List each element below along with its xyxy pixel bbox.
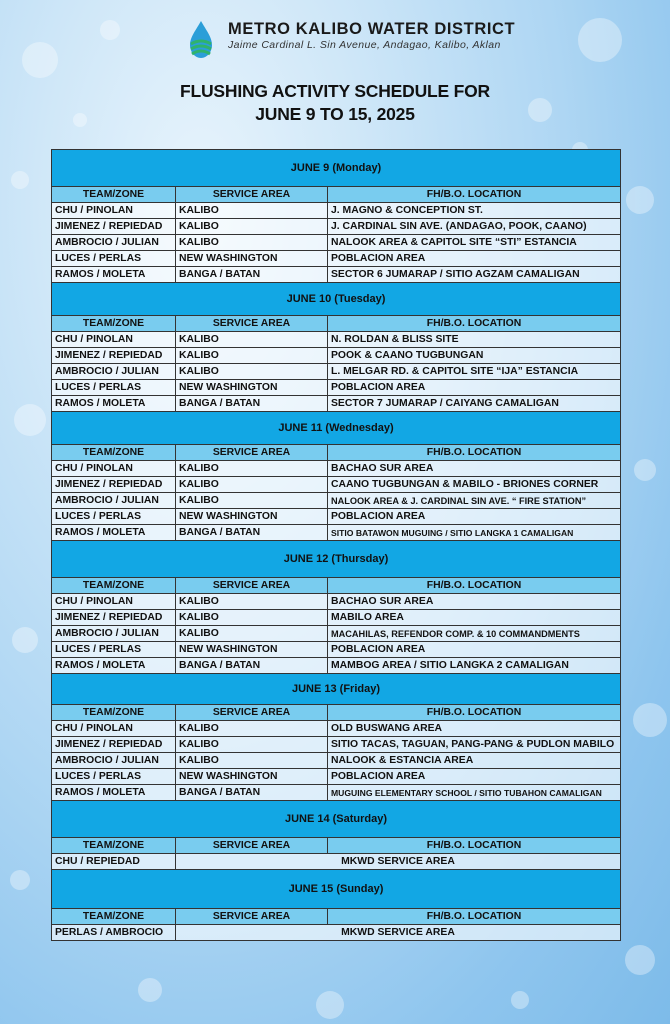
- service-area-cell: KALIBO: [176, 364, 328, 380]
- column-header-service-area: SERVICE AREA: [176, 838, 328, 854]
- column-header-service-area: SERVICE AREA: [176, 187, 328, 203]
- team-zone-cell: RAMOS / MOLETA: [52, 267, 176, 283]
- location-cell: MAMBOG AREA / SITIO LANGKA 2 CAMALIGAN: [328, 658, 621, 674]
- team-zone-cell: RAMOS / MOLETA: [52, 525, 176, 541]
- column-header-service-area: SERVICE AREA: [176, 578, 328, 594]
- service-area-cell: KALIBO: [176, 594, 328, 610]
- column-header-service-area: SERVICE AREA: [176, 316, 328, 332]
- team-zone-cell: AMBROCIO / JULIAN: [52, 626, 176, 642]
- team-zone-cell: CHU / PINOLAN: [52, 461, 176, 477]
- team-zone-cell: JIMENEZ / REPIEDAD: [52, 610, 176, 626]
- day-label: JUNE 11 (Wednesday): [52, 412, 621, 445]
- service-area-cell: KALIBO: [176, 219, 328, 235]
- location-cell: J. CARDINAL SIN AVE. (ANDAGAO, POOK, CAANO): [328, 219, 621, 235]
- service-area-cell: KALIBO: [176, 737, 328, 753]
- location-cell: POBLACION AREA: [328, 509, 621, 525]
- team-zone-cell: JIMENEZ / REPIEDAD: [52, 348, 176, 364]
- location-cell: MUGUING ELEMENTARY SCHOOL / SITIO TUBAHON CAMALIGAN: [328, 785, 621, 801]
- column-header-row: [52, 705, 621, 721]
- column-header-team: TEAM/ZONE: [52, 705, 176, 721]
- service-area-cell: BANGA / BATAN: [176, 525, 328, 541]
- team-zone-cell: LUCES / PERLAS: [52, 251, 176, 267]
- location-cell: BACHAO SUR AREA: [328, 461, 621, 477]
- flushing-schedule-table: [51, 149, 621, 941]
- column-header-location: FH/B.O. LOCATION: [328, 838, 621, 854]
- table-row: [52, 396, 621, 412]
- team-zone-cell: AMBROCIO / JULIAN: [52, 235, 176, 251]
- table-row: [52, 348, 621, 364]
- column-header-row: [52, 909, 621, 925]
- page-title: [0, 80, 670, 126]
- location-cell: POBLACION AREA: [328, 642, 621, 658]
- table-row: [52, 380, 621, 396]
- location-cell: SECTOR 7 JUMARAP / CAIYANG CAMALIGAN: [328, 396, 621, 412]
- team-zone-cell: AMBROCIO / JULIAN: [52, 753, 176, 769]
- table-row: [52, 525, 621, 541]
- table-row: [52, 737, 621, 753]
- service-area-cell: KALIBO: [176, 235, 328, 251]
- table-row: [52, 493, 621, 509]
- column-header-location: FH/B.O. LOCATION: [328, 187, 621, 203]
- day-header-row: [52, 801, 621, 838]
- team-zone-cell: LUCES / PERLAS: [52, 642, 176, 658]
- table-row: [52, 509, 621, 525]
- table-row: [52, 461, 621, 477]
- service-area-cell: KALIBO: [176, 753, 328, 769]
- column-header-service-area: SERVICE AREA: [176, 909, 328, 925]
- table-row: [52, 854, 621, 870]
- table-row: [52, 219, 621, 235]
- team-zone-cell: JIMENEZ / REPIEDAD: [52, 477, 176, 493]
- table-row: [52, 251, 621, 267]
- table-row: [52, 785, 621, 801]
- table-row: [52, 267, 621, 283]
- team-zone-cell: RAMOS / MOLETA: [52, 785, 176, 801]
- table-row: [52, 642, 621, 658]
- location-cell: POOK & CAANO TUGBUNGAN: [328, 348, 621, 364]
- day-header-row: [52, 283, 621, 316]
- table-row: [52, 626, 621, 642]
- service-area-cell: KALIBO: [176, 493, 328, 509]
- team-zone-cell: CHU / PINOLAN: [52, 721, 176, 737]
- service-area-cell: KALIBO: [176, 461, 328, 477]
- service-area-cell: BANGA / BATAN: [176, 785, 328, 801]
- service-area-cell: NEW WASHINGTON: [176, 769, 328, 785]
- location-cell: J. MAGNO & CONCEPTION ST.: [328, 203, 621, 219]
- column-header-row: [52, 316, 621, 332]
- location-cell: SITIO BATAWON MUGUING / SITIO LANGKA 1 CAMALIGAN: [328, 525, 621, 541]
- location-cell: NALOOK & ESTANCIA AREA: [328, 753, 621, 769]
- location-cell: MABILO AREA: [328, 610, 621, 626]
- day-header-row: [52, 150, 621, 187]
- column-header-team: TEAM/ZONE: [52, 187, 176, 203]
- column-header-service-area: SERVICE AREA: [176, 445, 328, 461]
- service-area-cell: KALIBO: [176, 610, 328, 626]
- table-row: [52, 594, 621, 610]
- day-label: JUNE 12 (Thursday): [52, 541, 621, 578]
- day-header-row: [52, 412, 621, 445]
- merged-area-cell: MKWD SERVICE AREA: [176, 925, 621, 941]
- table-row: [52, 332, 621, 348]
- service-area-cell: BANGA / BATAN: [176, 658, 328, 674]
- team-zone-cell: RAMOS / MOLETA: [52, 396, 176, 412]
- column-header-location: FH/B.O. LOCATION: [328, 316, 621, 332]
- service-area-cell: NEW WASHINGTON: [176, 642, 328, 658]
- table-row: [52, 769, 621, 785]
- table-row: [52, 658, 621, 674]
- team-zone-cell: LUCES / PERLAS: [52, 509, 176, 525]
- location-cell: SECTOR 6 JUMARAP / SITIO AGZAM CAMALIGAN: [328, 267, 621, 283]
- day-label: JUNE 13 (Friday): [52, 674, 621, 705]
- merged-area-cell: MKWD SERVICE AREA: [176, 854, 621, 870]
- location-cell: POBLACION AREA: [328, 769, 621, 785]
- column-header-location: FH/B.O. LOCATION: [328, 909, 621, 925]
- water-drop-logo-icon: [186, 20, 216, 60]
- team-zone-cell: CHU / REPIEDAD: [52, 854, 176, 870]
- location-cell: SITIO TACAS, TAGUAN, PANG-PANG & PUDLON MABILO: [328, 737, 621, 753]
- service-area-cell: KALIBO: [176, 477, 328, 493]
- table-row: [52, 203, 621, 219]
- column-header-team: TEAM/ZONE: [52, 578, 176, 594]
- column-header-service-area: SERVICE AREA: [176, 705, 328, 721]
- letterhead: [0, 12, 670, 62]
- day-label: JUNE 15 (Sunday): [52, 870, 621, 909]
- team-zone-cell: CHU / PINOLAN: [52, 203, 176, 219]
- team-zone-cell: PERLAS / AMBROCIO: [52, 925, 176, 941]
- service-area-cell: BANGA / BATAN: [176, 396, 328, 412]
- day-label: JUNE 10 (Tuesday): [52, 283, 621, 316]
- column-header-row: [52, 187, 621, 203]
- team-zone-cell: RAMOS / MOLETA: [52, 658, 176, 674]
- day-label: JUNE 14 (Saturday): [52, 801, 621, 838]
- day-label: JUNE 9 (Monday): [52, 150, 621, 187]
- service-area-cell: KALIBO: [176, 348, 328, 364]
- column-header-row: [52, 445, 621, 461]
- location-cell: POBLACION AREA: [328, 380, 621, 396]
- title-line-2: JUNE 9 TO 15, 2025: [255, 104, 415, 124]
- table-row: [52, 753, 621, 769]
- column-header-location: FH/B.O. LOCATION: [328, 578, 621, 594]
- column-header-location: FH/B.O. LOCATION: [328, 445, 621, 461]
- column-header-row: [52, 838, 621, 854]
- service-area-cell: KALIBO: [176, 721, 328, 737]
- day-header-row: [52, 674, 621, 705]
- service-area-cell: NEW WASHINGTON: [176, 509, 328, 525]
- team-zone-cell: LUCES / PERLAS: [52, 380, 176, 396]
- location-cell: POBLACION AREA: [328, 251, 621, 267]
- day-header-row: [52, 870, 621, 909]
- team-zone-cell: LUCES / PERLAS: [52, 769, 176, 785]
- table-row: [52, 235, 621, 251]
- title-line-1: FLUSHING ACTIVITY SCHEDULE FOR: [180, 81, 490, 101]
- service-area-cell: KALIBO: [176, 332, 328, 348]
- team-zone-cell: CHU / PINOLAN: [52, 332, 176, 348]
- column-header-row: [52, 578, 621, 594]
- service-area-cell: KALIBO: [176, 626, 328, 642]
- column-header-team: TEAM/ZONE: [52, 909, 176, 925]
- column-header-team: TEAM/ZONE: [52, 316, 176, 332]
- column-header-location: FH/B.O. LOCATION: [328, 705, 621, 721]
- column-header-team: TEAM/ZONE: [52, 838, 176, 854]
- org-name: METRO KALIBO WATER DISTRICT: [228, 20, 516, 38]
- team-zone-cell: CHU / PINOLAN: [52, 594, 176, 610]
- column-header-team: TEAM/ZONE: [52, 445, 176, 461]
- team-zone-cell: AMBROCIO / JULIAN: [52, 364, 176, 380]
- day-header-row: [52, 541, 621, 578]
- org-address: Jaime Cardinal L. Sin Avenue, Andagao, Kalibo, Aklan: [228, 39, 501, 51]
- team-zone-cell: JIMENEZ / REPIEDAD: [52, 737, 176, 753]
- location-cell: BACHAO SUR AREA: [328, 594, 621, 610]
- table-row: [52, 721, 621, 737]
- team-zone-cell: JIMENEZ / REPIEDAD: [52, 219, 176, 235]
- table-row: [52, 477, 621, 493]
- location-cell: CAANO TUGBUNGAN & MABILO - BRIONES CORNER: [328, 477, 621, 493]
- service-area-cell: KALIBO: [176, 203, 328, 219]
- table-row: [52, 925, 621, 941]
- service-area-cell: NEW WASHINGTON: [176, 251, 328, 267]
- location-cell: N. ROLDAN & BLISS SITE: [328, 332, 621, 348]
- location-cell: L. MELGAR RD. & CAPITOL SITE “IJA” ESTANCIA: [328, 364, 621, 380]
- service-area-cell: NEW WASHINGTON: [176, 380, 328, 396]
- team-zone-cell: AMBROCIO / JULIAN: [52, 493, 176, 509]
- table-row: [52, 364, 621, 380]
- table-row: [52, 610, 621, 626]
- location-cell: NALOOK AREA & CAPITOL SITE “STI” ESTANCIA: [328, 235, 621, 251]
- service-area-cell: BANGA / BATAN: [176, 267, 328, 283]
- location-cell: NALOOK AREA & J. CARDINAL SIN AVE. “ FIRE STATION”: [328, 493, 621, 509]
- location-cell: MACAHILAS, REFENDOR COMP. & 10 COMMANDMENTS: [328, 626, 621, 642]
- location-cell: OLD BUSWANG AREA: [328, 721, 621, 737]
